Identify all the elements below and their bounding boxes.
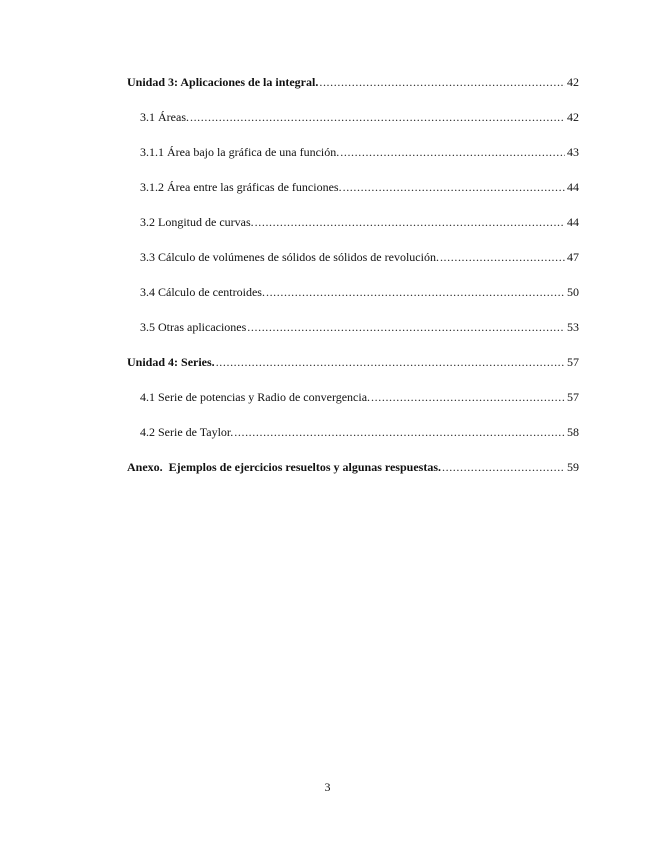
toc-entry-title: 4.2 Serie de Taylor. — [140, 425, 234, 439]
toc-entry-3-1-2[interactable] — [127, 179, 579, 214]
toc-entry-unidad-4[interactable] — [127, 354, 579, 389]
toc-dot-leader — [216, 354, 565, 370]
toc-entry-unidad-3[interactable] — [127, 74, 579, 109]
toc-entry-page: 44 — [567, 215, 579, 229]
toc-entry-3-1[interactable] — [127, 109, 579, 144]
toc-entry-3-2[interactable] — [127, 214, 579, 249]
toc-entry-title: 3.5 Otras aplicaciones — [140, 320, 247, 334]
toc-entry-4-2[interactable] — [127, 424, 579, 459]
toc-entry-title: 3.1 Áreas. — [140, 110, 189, 124]
toc-entry-3-4[interactable] — [127, 284, 579, 319]
toc-entry-page: 57 — [567, 355, 579, 369]
toc-entry-title: 3.3 Cálculo de volúmenes de sólidos de sólidos de revolución. — [140, 250, 439, 264]
toc-dot-leader — [340, 144, 565, 160]
toc-entry-page: 53 — [567, 320, 579, 334]
toc-dot-leader — [247, 319, 565, 335]
toc-entry-title: 3.1.2 Área entre las gráficas de funciones. — [140, 180, 342, 194]
toc-entry-title: 4.1 Serie de potencias y Radio de convergencia. — [140, 390, 371, 404]
toc-entry-title: 3.4 Cálculo de centroides. — [140, 285, 265, 299]
toc-dot-leader — [371, 389, 565, 405]
toc-dot-leader — [234, 424, 565, 440]
page-number: 3 — [324, 780, 331, 794]
toc-entry-page: 42 — [567, 75, 579, 89]
toc-entry-3-5[interactable] — [127, 319, 579, 354]
toc-entry-page: 58 — [567, 425, 579, 439]
toc-entry-page: 44 — [567, 180, 579, 194]
toc-entry-page: 43 — [567, 145, 579, 159]
toc-dot-leader — [266, 284, 565, 300]
toc-entry-3-3[interactable] — [127, 249, 579, 284]
table-of-contents — [127, 74, 579, 494]
toc-entry-3-1-1[interactable] — [127, 144, 579, 179]
toc-dot-leader — [343, 179, 565, 195]
toc-entry-title: Anexo. Ejemplos de ejercicios resueltos y algunas respuestas. — [127, 460, 441, 474]
toc-entry-page: 57 — [567, 390, 579, 404]
toc-entry-title: 3.1.1 Área bajo la gráfica de una función. — [140, 145, 340, 159]
toc-entry-title: 3.2 Longitud de curvas. — [140, 215, 254, 229]
toc-entry-4-1[interactable] — [127, 389, 579, 424]
toc-entry-title: Unidad 3: Aplicaciones de la integral. — [127, 75, 319, 89]
toc-entry-page: 47 — [567, 250, 579, 264]
toc-entry-anexo[interactable] — [127, 459, 579, 494]
toc-entry-page: 50 — [567, 285, 579, 299]
toc-dot-leader — [319, 74, 565, 90]
toc-entry-title: Unidad 4: Series. — [127, 355, 215, 369]
toc-dot-leader — [190, 109, 565, 125]
toc-dot-leader — [440, 249, 565, 265]
toc-dot-leader — [255, 214, 565, 230]
toc-entry-page: 59 — [567, 460, 579, 474]
toc-dot-leader — [442, 459, 565, 475]
toc-entry-page: 42 — [567, 110, 579, 124]
